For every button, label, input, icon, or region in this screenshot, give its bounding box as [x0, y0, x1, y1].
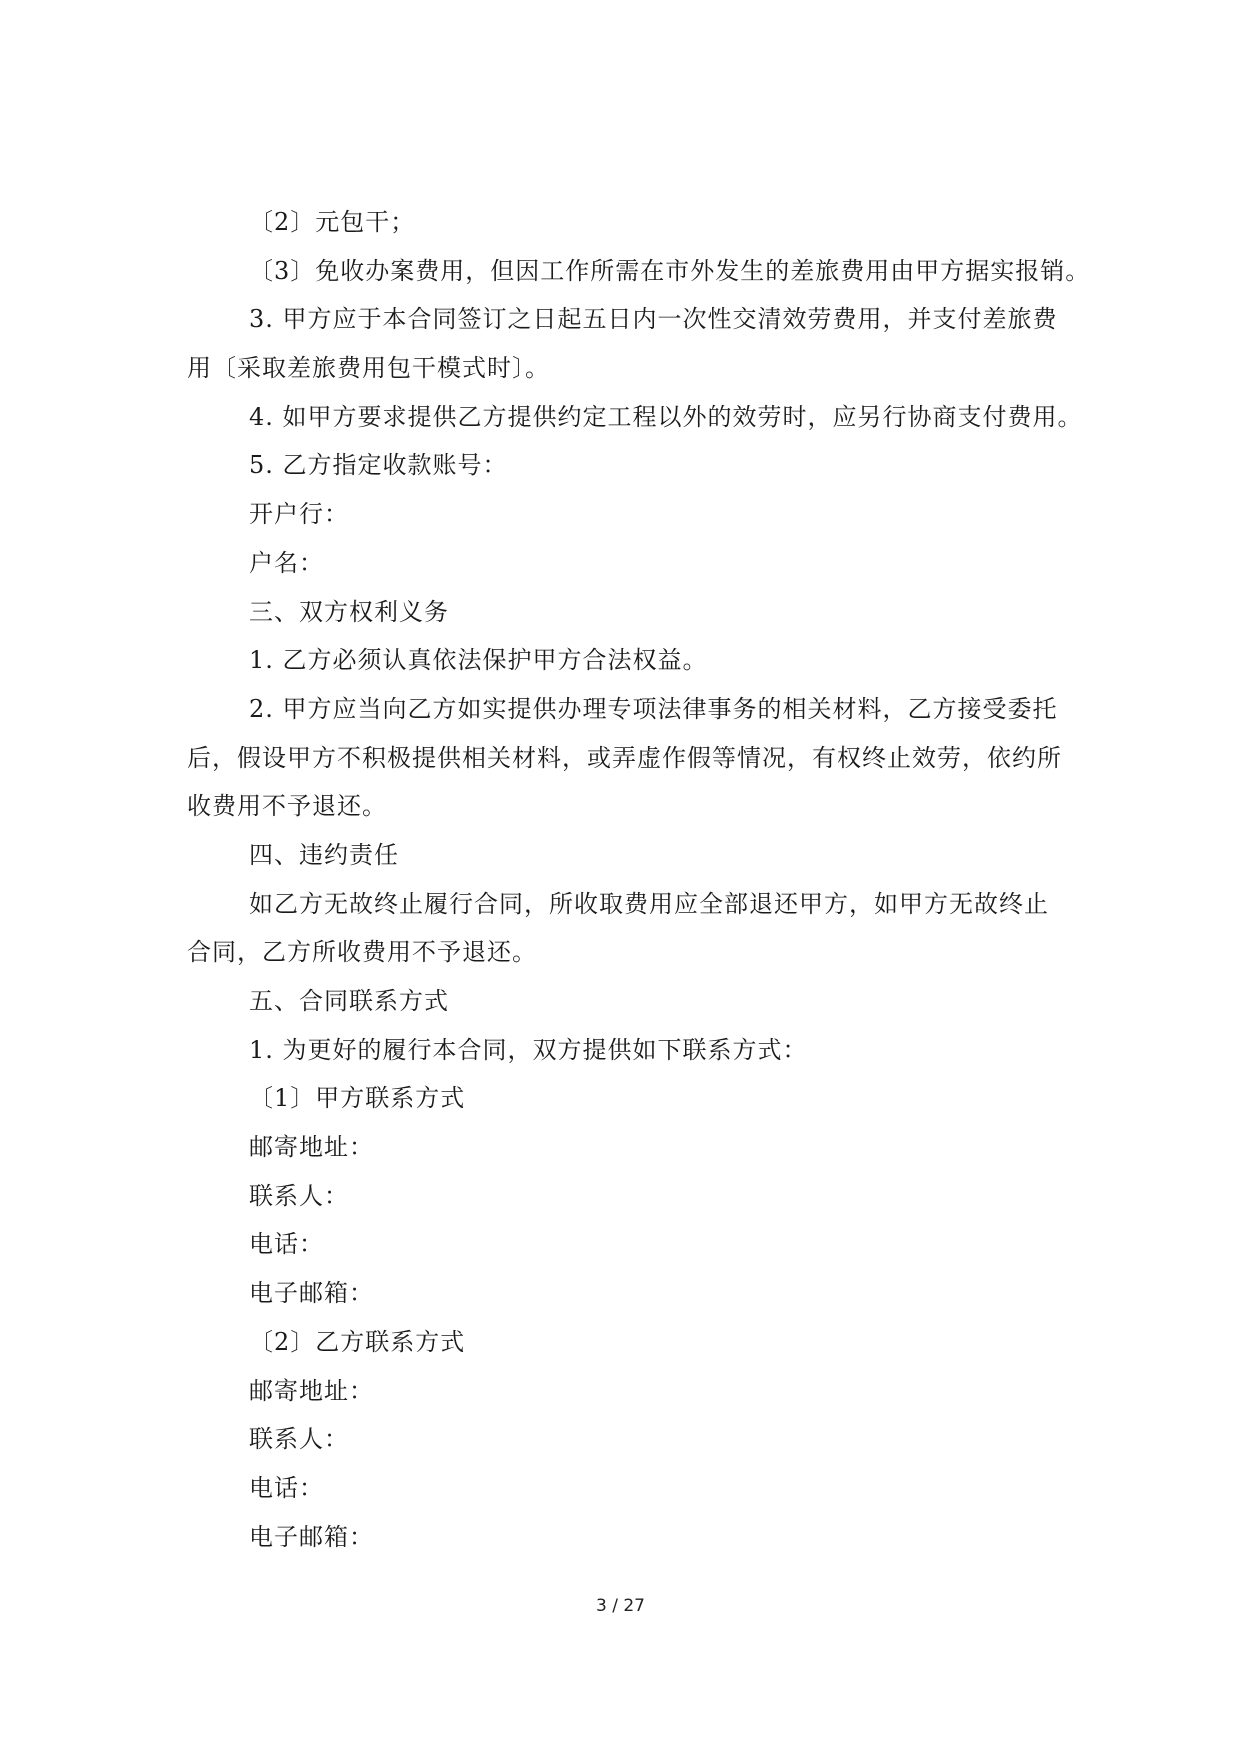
text-line: 收费用不予退还。	[187, 792, 387, 821]
text-line: 户名：	[249, 548, 324, 577]
text-line: 〔2〕乙方联系方式	[249, 1327, 466, 1356]
text-line: 2. 甲方应当向乙方如实提供办理专项法律事务的相关材料，乙方接受委托	[249, 694, 1058, 723]
text-line: 电子邮箱：	[249, 1522, 374, 1551]
text-line: 邮寄地址：	[249, 1133, 374, 1162]
document-body	[187, 198, 1091, 1561]
text-line: 四、违约责任	[249, 840, 399, 869]
text-line: 电话：	[249, 1473, 324, 1502]
text-line: 邮寄地址：	[249, 1376, 374, 1405]
text-line: 〔2〕元包干；	[249, 208, 416, 236]
text-line: 3. 甲方应于本合同签订之日起五日内一次性交清效劳费用，并支付差旅费	[249, 305, 1058, 334]
text-line: 五、合同联系方式	[249, 987, 449, 1015]
text-line: 三、双方权利义务	[249, 597, 449, 626]
text-line: 合同，乙方所收费用不予退还。	[187, 938, 537, 967]
text-line: 1. 乙方必须认真依法保护甲方合法权益。	[249, 646, 708, 675]
text-line: 1. 为更好的履行本合同，双方提供如下联系方式：	[249, 1035, 808, 1064]
text-line: 电话：	[249, 1230, 324, 1259]
text-line: 后，假设甲方不积极提供相关材料，或弄虚作假等情况，有权终止效劳，依约所	[187, 743, 1062, 772]
text-line: 电子邮箱：	[249, 1279, 374, 1308]
text-line: 开户行：	[249, 500, 349, 529]
text-line: 用〔采取差旅费用包干模式时〕。	[187, 354, 550, 383]
page-number: 3 / 27	[596, 1596, 645, 1616]
text-line: 〔1〕甲方联系方式	[249, 1084, 466, 1113]
text-line: 如乙方无故终止履行合同，所收取费用应全部退还甲方，如甲方无故终止	[249, 889, 1049, 918]
text-line: 5. 乙方指定收款账号：	[249, 451, 508, 480]
text-line: 〔3〕免收办案费用，但因工作所需在市外发生的差旅费用由甲方据实报销。	[249, 256, 1091, 285]
text-line: 联系人：	[249, 1425, 349, 1454]
text-line: 4. 如甲方要求提供乙方提供约定工程以外的效劳时，应另行协商支付费用。	[249, 402, 1083, 431]
text-line: 联系人：	[249, 1181, 349, 1210]
